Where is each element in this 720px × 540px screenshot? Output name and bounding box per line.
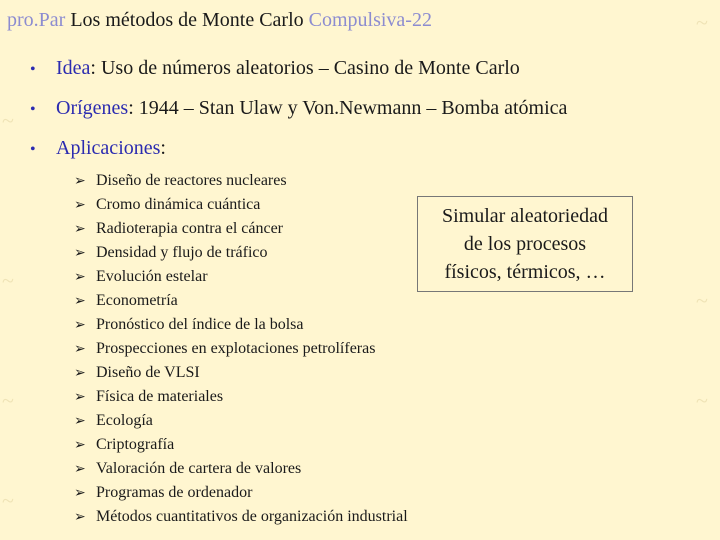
bullet-key: Orígenes [56,97,129,119]
list-item-label: Métodos cuantitativos de organización industrial [96,508,408,525]
list-item [74,218,408,242]
list-item [74,482,408,506]
arrow-bullet-icon: ➢ [74,173,86,189]
bullet-dot-icon: • [30,61,36,78]
list-item [74,410,408,434]
callout-box [417,196,633,292]
arrow-bullet-icon: ➢ [74,437,86,453]
bullet-key: Aplicaciones [56,137,161,159]
list-item [74,506,408,530]
title-left-label: pro.Par [7,9,66,31]
list-item-label: Prospecciones en explotaciones petrolíferas [96,340,376,357]
list-item [74,314,408,338]
list-item-label: Valoración de cartera de valores [96,460,302,477]
background-decoration: ~ [696,10,708,35]
list-item [74,362,408,386]
background-decoration: ~ [2,488,14,513]
list-item-label: Diseño de reactores nucleares [96,172,287,189]
list-item-label: Densidad y flujo de tráfico [96,244,268,261]
bullet-text: : 1944 – Stan Ulaw y Von.Newmann – Bomba atómica [128,97,568,119]
bullet-dot-icon: • [30,141,36,158]
arrow-bullet-icon: ➢ [74,293,86,309]
callout-line: físicos, térmicos, … [444,261,606,283]
list-item [74,266,408,290]
arrow-bullet-icon: ➢ [74,389,86,405]
background-decoration: ~ [2,108,14,133]
list-item [74,338,408,362]
bullet-aplicaciones [30,134,567,174]
list-item [74,458,408,482]
bullet-text: : [160,137,166,159]
bullet-origenes [30,94,567,134]
background-decoration: ~ [696,388,708,413]
list-item-label: Criptografía [96,436,175,453]
bullet-dot-icon: • [30,101,36,118]
bullet-idea [30,54,567,94]
arrow-bullet-icon: ➢ [74,509,86,525]
title-main: Los métodos de Monte Carlo [70,9,304,31]
callout-line: Simular aleatoriedad [441,205,609,227]
bullet-list [30,54,567,174]
list-item-label: Cromo dinámica cuántica [96,196,261,213]
bullet-text: : Uso de números aleatorios – Casino de Monte Carlo [90,57,520,79]
arrow-bullet-icon: ➢ [74,365,86,381]
list-item-label: Pronóstico del índice de la bolsa [96,316,304,333]
list-item [74,242,408,266]
list-item [74,434,408,458]
list-item-label: Ecología [96,412,153,429]
list-item-label: Diseño de VLSI [96,364,200,381]
arrow-bullet-icon: ➢ [74,221,86,237]
background-decoration: ~ [2,388,14,413]
list-item-label: Programas de ordenador [96,484,253,501]
list-item [74,170,408,194]
background-decoration: ~ [2,268,14,293]
title-right-label: Compulsiva-22 [308,9,432,31]
arrow-bullet-icon: ➢ [74,461,86,477]
applications-list [74,170,408,530]
list-item [74,194,408,218]
list-item [74,290,408,314]
arrow-bullet-icon: ➢ [74,269,86,285]
list-item [74,386,408,410]
list-item-label: Evolución estelar [96,268,208,285]
arrow-bullet-icon: ➢ [74,413,86,429]
list-item-label: Radioterapia contra el cáncer [96,220,283,237]
arrow-bullet-icon: ➢ [74,245,86,261]
bullet-key: Idea [56,57,91,79]
callout-line: de los procesos [463,233,587,255]
arrow-bullet-icon: ➢ [74,485,86,501]
arrow-bullet-icon: ➢ [74,341,86,357]
arrow-bullet-icon: ➢ [74,197,86,213]
background-decoration: ~ [696,288,708,313]
slide-title [7,9,432,32]
list-item-label: Física de materiales [96,388,224,405]
arrow-bullet-icon: ➢ [74,317,86,333]
list-item-label: Econometría [96,292,178,309]
